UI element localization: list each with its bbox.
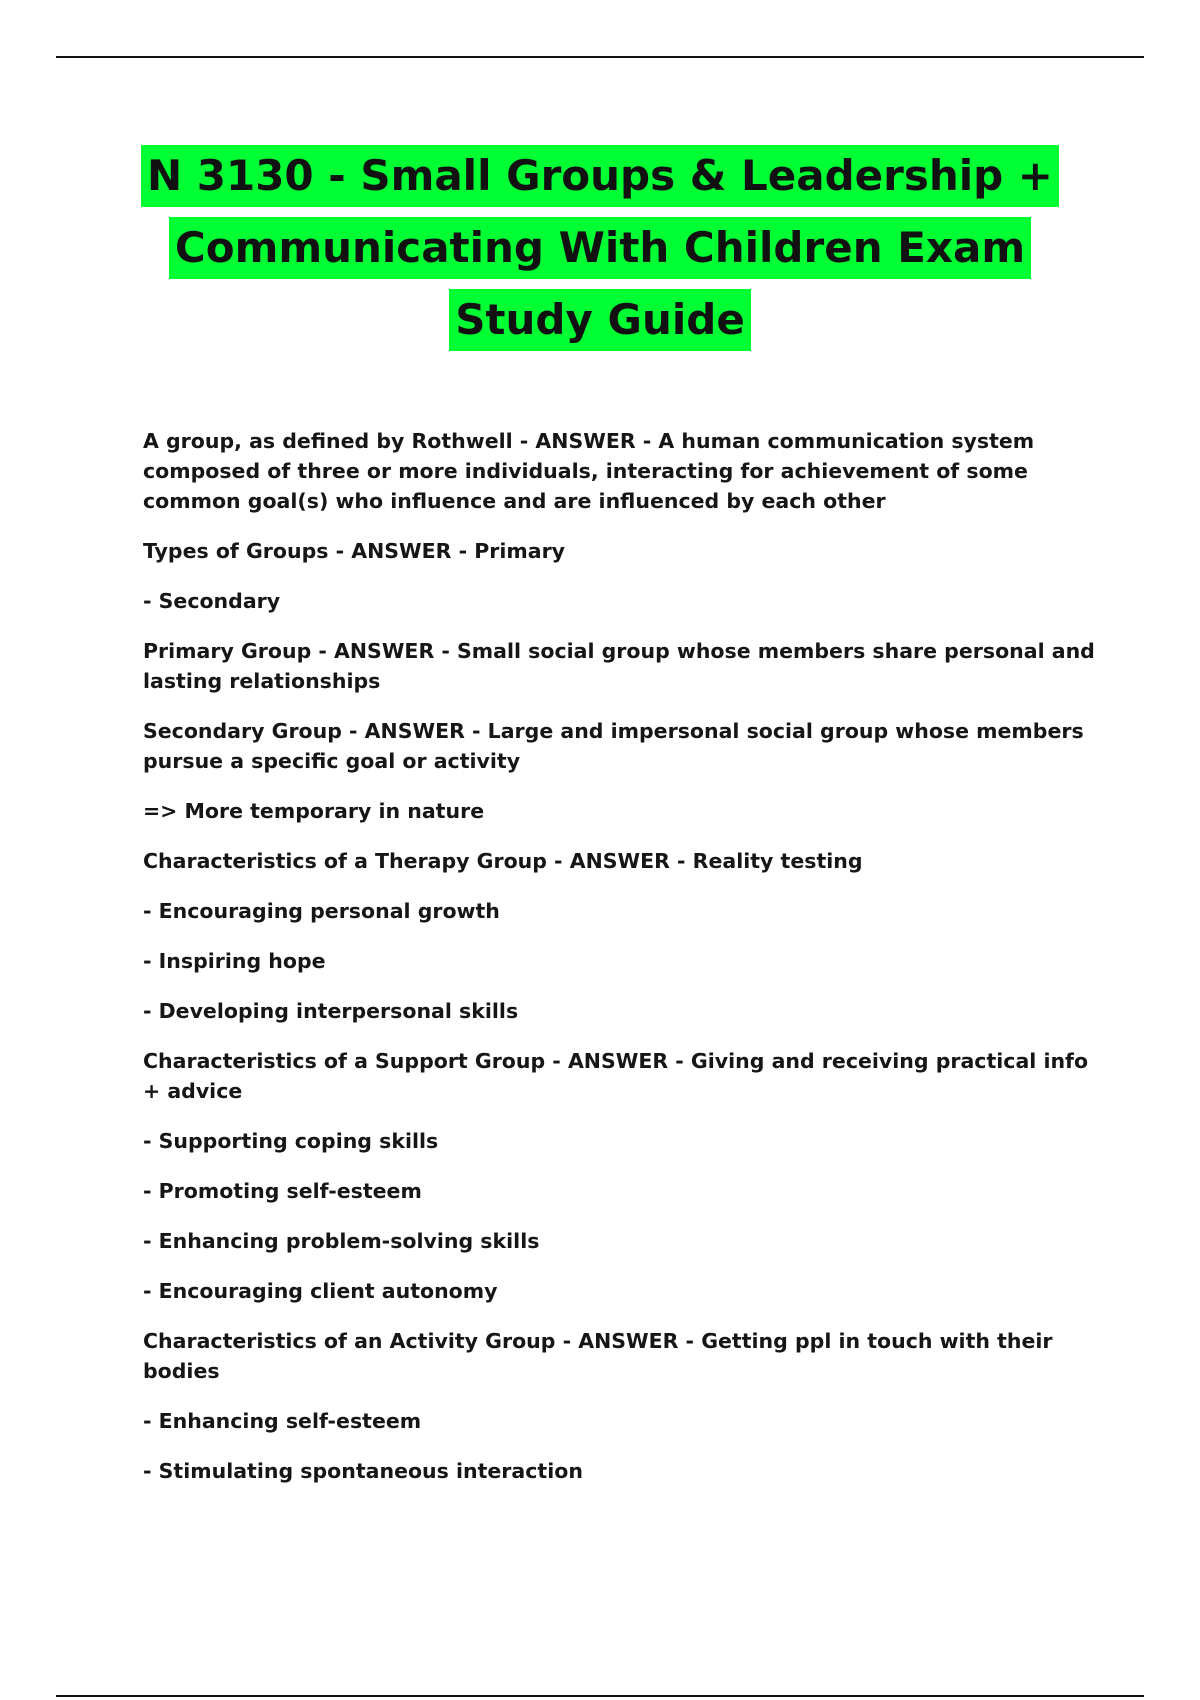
top-rule bbox=[56, 56, 1144, 58]
list-item: - Enhancing self-esteem bbox=[143, 1409, 422, 1433]
list-item: - Promoting self-esteem bbox=[143, 1179, 422, 1203]
activity-group-characteristics: Characteristics of an Activity Group - ANSWER - Getting ppl in touch with their bodies bbox=[143, 1329, 1053, 1383]
list-item: - Secondary bbox=[143, 589, 281, 613]
therapy-group-characteristics: Characteristics of a Therapy Group - ANSWER - Reality testing bbox=[143, 849, 863, 873]
types-of-groups: Types of Groups - ANSWER - Primary bbox=[143, 539, 566, 563]
list-item: - Encouraging client autonomy bbox=[143, 1279, 498, 1303]
title-line-1: N 3130 - Small Groups & Leadership + bbox=[141, 145, 1059, 207]
list-item: - Encouraging personal growth bbox=[143, 899, 500, 923]
page-title bbox=[120, 140, 1080, 356]
list-item: - Stimulating spontaneous interaction bbox=[143, 1459, 583, 1483]
definition-group: A group, as defined by Rothwell - ANSWER - A human communication system composed of three or more individuals, interacting for achievement of some common goal(s) who influence and are influenced by each other bbox=[143, 429, 1035, 513]
study-guide-body bbox=[143, 426, 1098, 1506]
list-item: => More temporary in nature bbox=[143, 799, 485, 823]
primary-group-definition: Primary Group - ANSWER - Small social group whose members share personal and lasting relationships bbox=[143, 639, 1095, 693]
secondary-group-definition: Secondary Group - ANSWER - Large and impersonal social group whose members pursue a specific goal or activity bbox=[143, 719, 1084, 773]
support-group-characteristics: Characteristics of a Support Group - ANSWER - Giving and receiving practical info + advice bbox=[143, 1049, 1089, 1103]
bottom-rule bbox=[56, 1695, 1144, 1697]
list-item: - Inspiring hope bbox=[143, 949, 326, 973]
title-line-2: Communicating With Children Exam bbox=[169, 217, 1031, 279]
list-item: - Supporting coping skills bbox=[143, 1129, 439, 1153]
title-line-3: Study Guide bbox=[449, 289, 751, 351]
list-item: - Enhancing problem-solving skills bbox=[143, 1229, 540, 1253]
list-item: - Developing interpersonal skills bbox=[143, 999, 519, 1023]
